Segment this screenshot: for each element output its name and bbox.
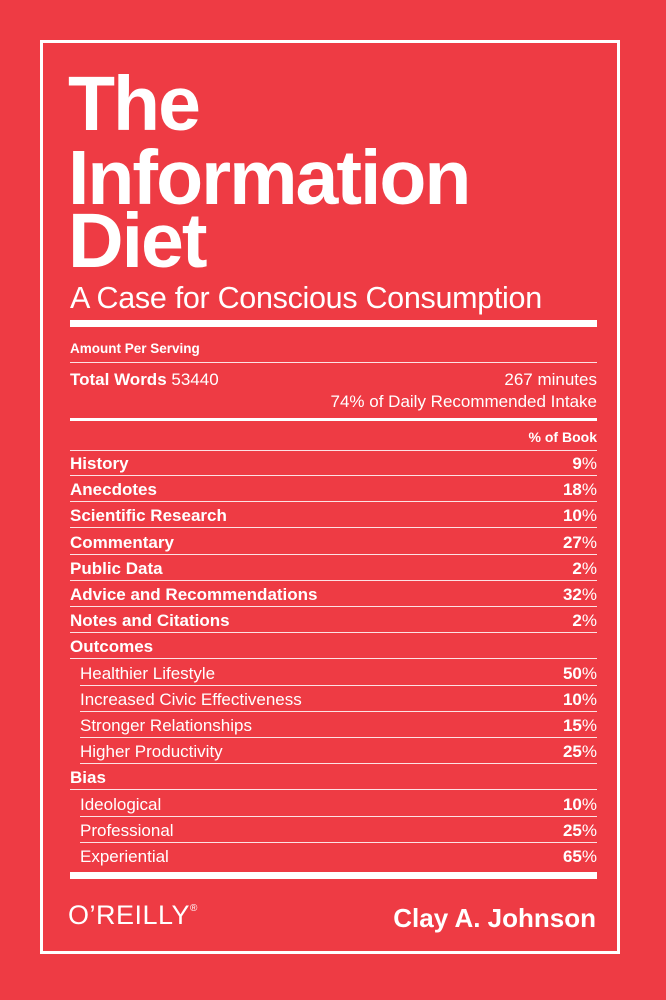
table-row — [70, 817, 597, 843]
row-value — [563, 534, 597, 551]
table-row — [70, 581, 597, 607]
row-value — [563, 691, 597, 708]
row-value-number: 32 — [562, 585, 582, 604]
row-value-number: 25 — [562, 820, 582, 840]
table-row — [70, 686, 597, 712]
row-value — [572, 455, 597, 472]
table-row — [70, 555, 597, 581]
row-value-number: 25 — [562, 742, 582, 762]
row-label: Increased Civic Effectiveness — [80, 689, 302, 709]
table-row — [70, 843, 597, 869]
total-words — [70, 371, 219, 388]
row-label: Healthier Lifestyle — [80, 663, 216, 683]
row-value — [572, 560, 597, 577]
table-row — [70, 607, 597, 633]
table-row — [70, 633, 597, 659]
row-label: History — [70, 454, 129, 473]
percent-sign: % — [581, 820, 597, 840]
row-value-number: 15 — [562, 716, 582, 735]
percent-sign: % — [581, 794, 597, 814]
row-value-number: 10 — [562, 506, 582, 526]
row-value-number: 2 — [572, 611, 582, 631]
row-value — [563, 507, 597, 524]
row-value-number: 50 — [562, 663, 582, 683]
publisher-registered-mark: ® — [190, 903, 198, 914]
divider-medium — [70, 418, 597, 421]
percent-sign: % — [581, 847, 597, 866]
divider-thick-top — [70, 320, 597, 327]
row-label: Commentary — [70, 532, 174, 552]
row-value-number: 27 — [562, 532, 582, 552]
row-label: Stronger Relationships — [80, 716, 252, 735]
row-label: Bias — [70, 768, 106, 788]
divider-serving — [70, 362, 597, 363]
percent-sign: % — [581, 716, 597, 735]
row-label: Experiential — [80, 847, 169, 866]
title-line-2: Information — [68, 135, 470, 221]
row-value-number: 9 — [572, 454, 582, 473]
percent-sign: % — [581, 742, 597, 762]
table-row — [70, 529, 597, 555]
percent-sign: % — [581, 611, 597, 631]
row-label: Higher Productivity — [80, 742, 223, 762]
percent-sign: % — [581, 558, 597, 578]
divider-thick-bottom — [70, 872, 597, 879]
row-value-number: 10 — [562, 794, 582, 814]
percent-sign: % — [581, 689, 597, 709]
table-row — [70, 712, 597, 738]
row-value-number: 10 — [562, 689, 582, 709]
percent-sign: % — [581, 506, 597, 526]
table-row — [70, 791, 597, 817]
table-row — [70, 502, 597, 528]
row-value-number: 18 — [562, 480, 582, 500]
percent-sign: % — [581, 480, 597, 500]
percent-sign: % — [581, 663, 597, 683]
table-row — [70, 738, 597, 764]
table-row — [70, 476, 597, 502]
title-line-1: The — [68, 61, 199, 147]
row-value — [563, 848, 597, 865]
row-value — [563, 586, 597, 603]
row-value — [572, 612, 597, 629]
row-label: Advice and Recommendations — [70, 585, 318, 604]
row-value — [563, 665, 597, 682]
row-label: Scientific Research — [70, 506, 227, 526]
row-value-number: 65 — [562, 847, 582, 866]
minutes-text: 267 minutes — [504, 370, 597, 389]
row-value — [563, 717, 597, 734]
title-line-3: Diet — [68, 198, 206, 284]
total-words-value: 53440 — [171, 370, 219, 389]
row-value — [563, 796, 597, 813]
row-label: Notes and Citations — [70, 611, 230, 631]
publisher-logo — [68, 902, 198, 929]
total-words-label: Total Words — [70, 370, 167, 389]
row-label: Outcomes — [70, 637, 154, 657]
row-value — [563, 743, 597, 760]
row-value — [563, 822, 597, 839]
table-row — [70, 660, 597, 686]
row-label: Anecdotes — [70, 480, 157, 500]
daily-intake-text: 74% of Daily Recommended Intake — [330, 392, 597, 411]
percent-sign: % — [581, 585, 597, 604]
row-label: Public Data — [70, 558, 163, 578]
percent-sign: % — [581, 532, 597, 552]
row-value — [563, 481, 597, 498]
subtitle: A Case for Conscious Consumption — [70, 281, 542, 315]
row-value-number: 2 — [572, 558, 582, 578]
table-row — [70, 450, 597, 476]
table-row — [70, 764, 597, 790]
row-label: Professional — [80, 820, 174, 840]
publisher-name: O’REILLY — [68, 900, 191, 930]
percent-of-book-header: % of Book — [528, 429, 597, 445]
row-label: Ideological — [80, 794, 162, 814]
author-name: Clay A. Johnson — [393, 903, 596, 933]
amount-per-serving-label: Amount Per Serving — [70, 341, 200, 356]
percent-sign: % — [581, 454, 597, 473]
